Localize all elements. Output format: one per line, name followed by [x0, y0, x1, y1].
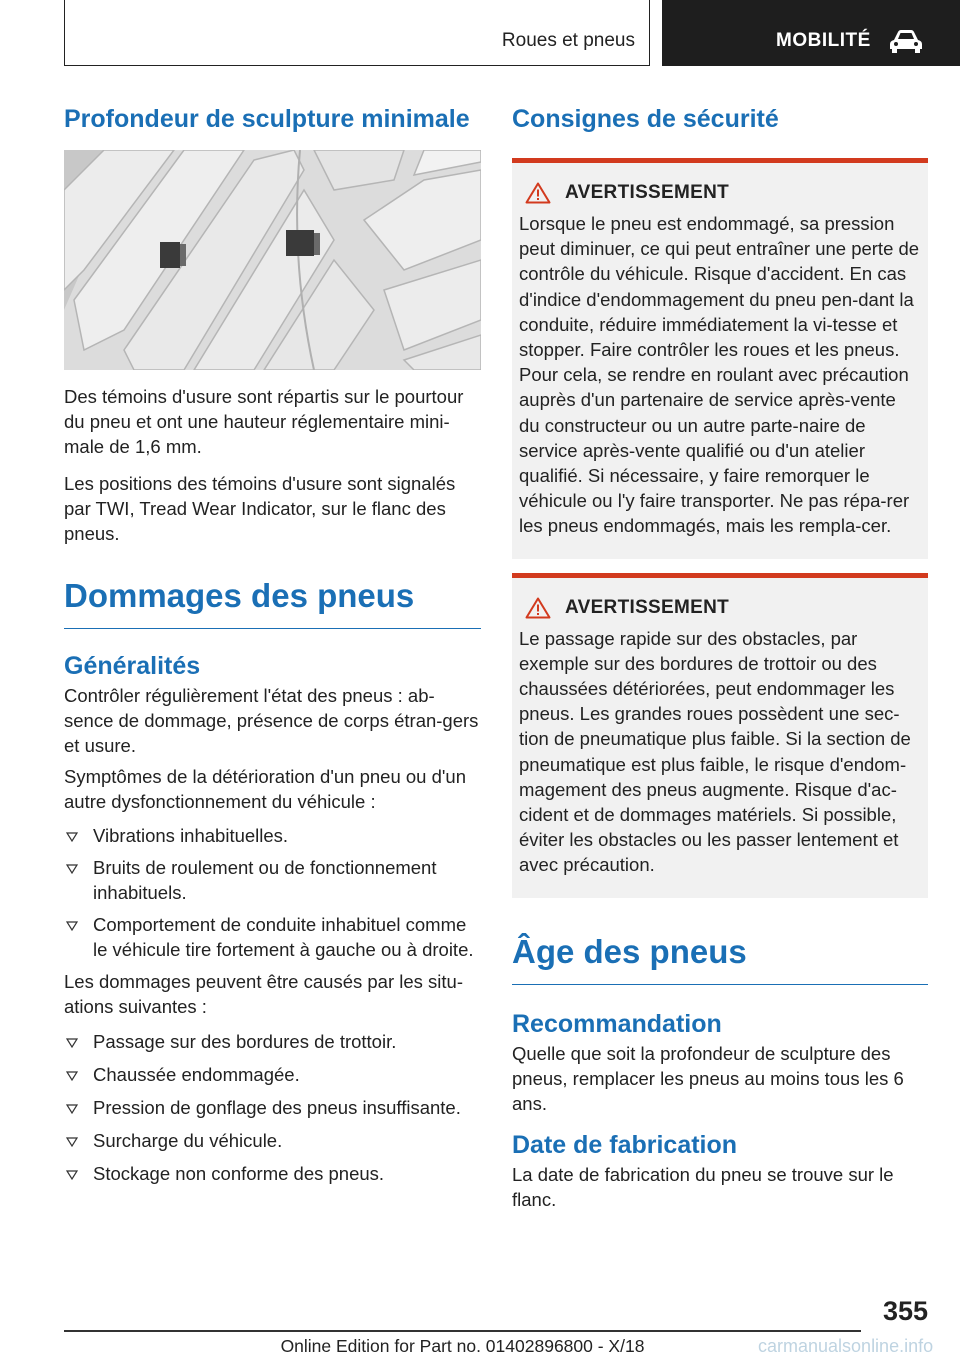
- causes-intro: Les dommages peuvent être causés par les situ‐ations suivantes :: [64, 971, 463, 1017]
- tread-wear-indicator-illustration: [64, 150, 481, 370]
- tread-paragraph-2: Les positions des témoins d'usure sont signalés par TWI, Tread Wear Indicator, sur le flanc des pneus.: [64, 473, 456, 544]
- header-chapter-title: MOBILITÉ: [776, 30, 871, 51]
- warning-label: AVERTISSEMENT: [565, 596, 730, 618]
- watermark: carmanualsonline.info: [758, 1336, 934, 1356]
- list-item: Stockage non conforme des pneus.: [64, 1161, 481, 1186]
- footer-edition: Online Edition for Part no. 01402896800 - X/18: [280, 1336, 645, 1356]
- triangle-bullet-icon: [66, 1170, 78, 1180]
- warning-box-2: [512, 573, 928, 898]
- tread-depth-heading: Profondeur de sculpture minimale: [64, 105, 470, 133]
- warning-1-text: Lorsque le pneu est endommagé, sa pression peut diminuer, ce qui peut entraîner une perte de contrôle du véhicule. Risque d'accident. En cas d'indice d'endommagement du pneu pen‐dant la conduite, réduire immédiatement la vi‐tesse et stopper. Faire contrôler les roues et les pneus. Pour cela, se rendre en roulant avec précaution auprès d'un partenaire de service après-vente du constructeur ou un autre parte‐naire de service après-vente qualifié ou d'un atelier qualifié. Si nécessaire, y faire remorquer le véhicule ou l'y faire transporter. Ne pas répa‐rer les pneus endommagés, mais les rempla‐cer.: [519, 213, 920, 537]
- safety-heading: Consignes de sécurité: [512, 105, 779, 133]
- triangle-bullet-icon: [66, 1071, 78, 1081]
- list-item: Comportement de conduite inhabituel comme le véhicule tire fortement à gauche ou à droite.: [64, 912, 481, 962]
- general-paragraph-2: Symptômes de la détérioration d'un pneu ou d'un autre dysfonctionnement du véhicule :: [64, 766, 466, 812]
- warning-triangle-icon: [525, 182, 551, 204]
- triangle-bullet-icon: [66, 864, 78, 874]
- general-paragraph-1: Contrôler régulièrement l'état des pneus : ab‐sence de dommage, présence de corps étran‐gers et usure.: [64, 685, 479, 756]
- list-item: Chaussée endommagée.: [64, 1062, 481, 1087]
- list-item: Surcharge du véhicule.: [64, 1128, 481, 1153]
- list-item: Vibrations inhabituelles.: [64, 823, 481, 848]
- tread-paragraph-1: Des témoins d'usure sont répartis sur le pourtour du pneu et ont une hauteur réglementaire mini‐male de 1,6 mm.: [64, 386, 464, 457]
- triangle-bullet-icon: [66, 921, 78, 931]
- recommendation-heading: Recommandation: [512, 1009, 722, 1038]
- footer-divider: [64, 1330, 861, 1332]
- tire-age-heading: Âge des pneus: [512, 932, 928, 985]
- warning-label: AVERTISSEMENT: [565, 182, 730, 203]
- header-section-box: [64, 0, 650, 66]
- triangle-bullet-icon: [66, 832, 78, 842]
- car-icon: [888, 28, 924, 54]
- triangle-bullet-icon: [66, 1137, 78, 1147]
- right-column: [512, 104, 928, 1212]
- header-chapter-box: [662, 0, 960, 66]
- tire-damage-heading: Dommages des pneus: [64, 576, 481, 629]
- manufacture-date-text: La date de fabrication du pneu se trouve sur le flanc.: [512, 1163, 894, 1210]
- triangle-bullet-icon: [66, 1038, 78, 1048]
- list-item: Bruits de roulement ou de fonctionnement inhabituels.: [64, 855, 481, 905]
- triangle-bullet-icon: [66, 1104, 78, 1114]
- list-item: Passage sur des bordures de trottoir.: [64, 1029, 481, 1054]
- symptoms-list: [64, 823, 481, 962]
- page-number: 355: [882, 1296, 928, 1326]
- manufacture-date-heading: Date de fabrication: [512, 1130, 738, 1159]
- header-section-title: Roues et pneus: [501, 30, 635, 51]
- left-column: [64, 104, 481, 1194]
- general-heading: Généralités: [64, 652, 201, 680]
- causes-list: [64, 1029, 481, 1186]
- warning-triangle-icon: [525, 597, 551, 619]
- list-item: Pression de gonflage des pneus insuffisante.: [64, 1095, 481, 1120]
- recommendation-text: Quelle que soit la profondeur de sculpture des pneus, remplacer les pneus au moins tous les 6 ans.: [512, 1042, 904, 1114]
- warning-box-1: [512, 158, 928, 559]
- warning-2-text: Le passage rapide sur des obstacles, par exemple sur des bordures de trottoir ou des chaussées détériorées, peut endommager les pneus. Les grandes roues possèdent une sec‐tion de pneumatique plus faible. Si la section de pneumatique est plus faible, le risque d'endom‐magement des pneus augmente. Risque d'ac‐cident et de dommages matériels. Si possible, éviter les obstacles ou les passer lentement et avec précaution.: [519, 627, 911, 876]
